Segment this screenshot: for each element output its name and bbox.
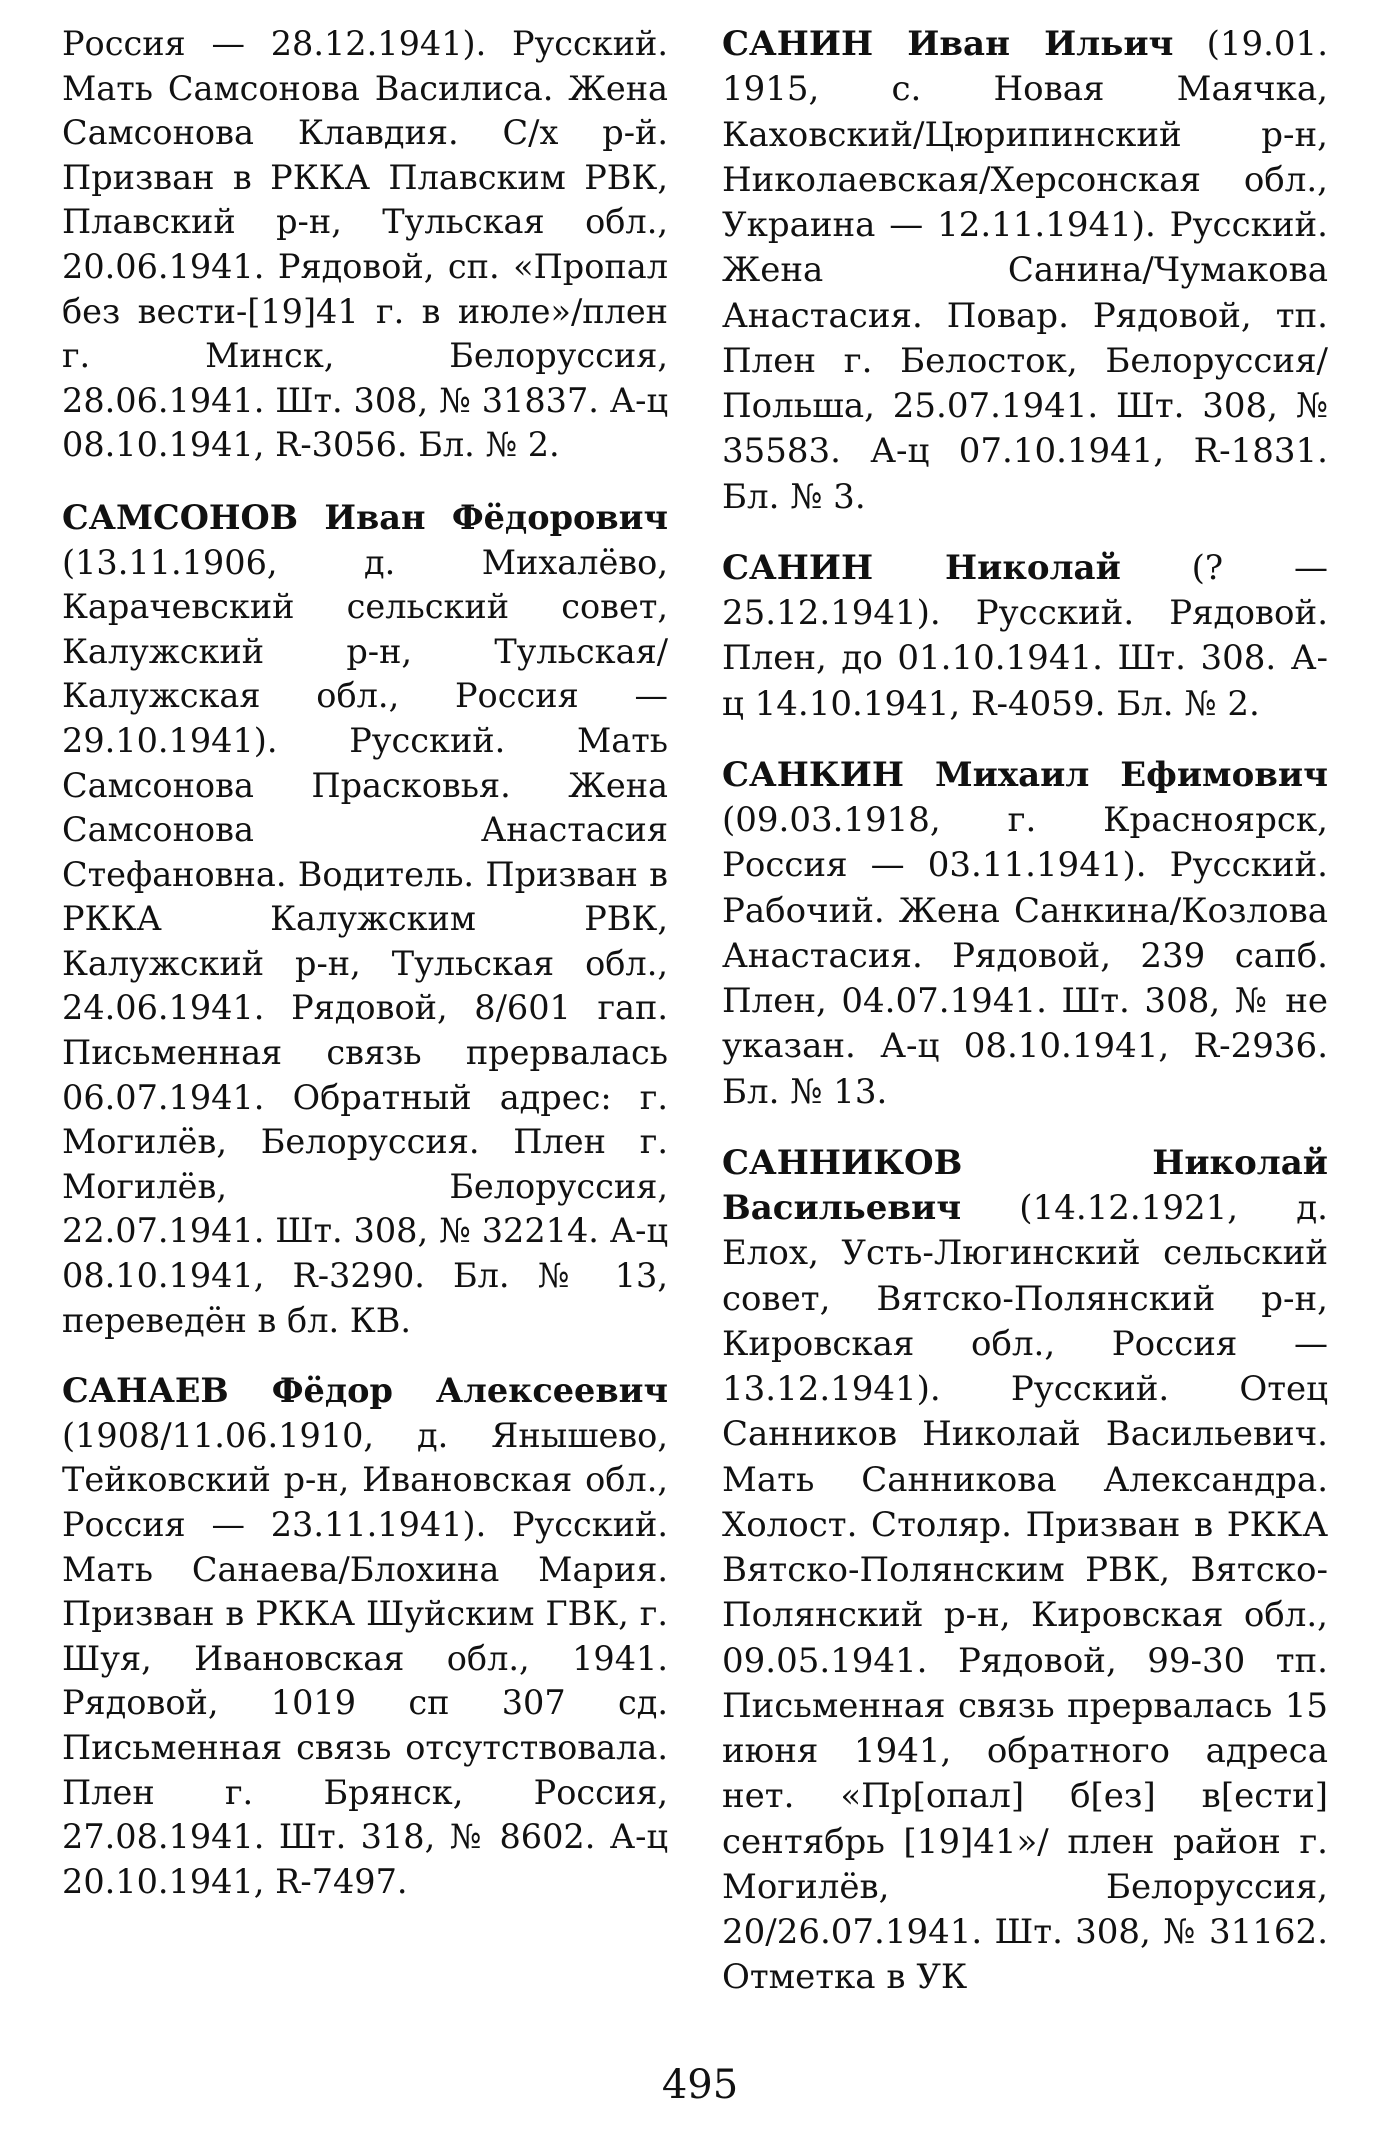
- entry-name: САНКИН Михаил Ефимович: [722, 754, 1328, 795]
- continued-entry: Россия — 28.12.1941). Русский. Мать Самсонова Василиса. Жена Самсонова Клавдия. С/х р-й. Призван в РККА Плавским РВК, Плавский р-н, Тульская обл., 20.06.1941. Рядовой, сп. «Пропал без вести-[19]41 г. в июле»/плен г. Минск, Белоруссия, 28.06.1941. Шт. 308, № 31837. А-ц 08.10.1941, R-3056. Бл. № 2.: [62, 24, 668, 465]
- entry-text: (? — 25.12.1941). Русский. Рядовой. Плен, до 01.10.1941. Шт. 308. А-ц 14.10.1941, R-4059. Бл. № 2.: [722, 547, 1328, 724]
- entry-text: (13.11.1906, д. Михалёво, Карачевский сельский совет, Калужский р-н, Тульская/ Калужская обл., Россия — 29.10.1941). Русский. Мать Самсонова Прасковья. Жена Самсонова Анастасия Стефановна. Водитель. Призван в РККА Калужским РВК, Калужский р-н, Тульская обл., 24.06.1941. Рядовой, 8/601 гап. Письменная связь прервалась 06.07.1941. Обратный адрес: г. Могилёв, Белоруссия. Плен г. Могилёв, Белоруссия, 22.07.1941. Шт. 308, № 32214. А-ц 08.10.1941, R-3290. Бл. № 13, переведён в бл. КВ.: [62, 542, 668, 1340]
- entry-sanin-nikolai: [722, 546, 1328, 727]
- entry-samsonov: [62, 496, 668, 1343]
- entry-name: САНИН Иван Ильич: [722, 24, 1174, 64]
- left-column: [62, 22, 668, 1930]
- entry-name: САНАЕВ Фёдор Алексеевич: [62, 1371, 668, 1411]
- entry-sannikov: [722, 1141, 1328, 2001]
- entry-text: (14.12.1921, д. Елох, Усть-Люгинский сельский совет, Вятско-Полянский р-н, Кировская обл., Россия — 13.12.1941). Русский. Отец Санников Николай Васильевич. Мать Санникова Александра. Холост. Столяр. Призван в РККА Вятско-Полянским РВК, Вятско-Полянский р-н, Кировская обл., 09.05.1941. Рядовой, 99-30 тп. Письменная связь прервалась 15 июня 1941, обратного адреса нет. «Пр[опал] б[ез] в[ести] сентябрь [19]41»/ плен район г. Могилёв, Белоруссия, 20/26.07.1941. Шт. 308, № 31162. Отметка в УК: [722, 1188, 1328, 1998]
- entry-name: САМСОНОВ Иван Фёдорович: [62, 497, 668, 537]
- entry-name: САНИН Николай: [722, 547, 1121, 588]
- entry-sanin-ivan: [722, 22, 1328, 520]
- page-number: 495: [661, 2062, 739, 2108]
- entry-sankin: [722, 753, 1328, 1115]
- entry-text: (19.01. 1915, с. Новая Маячка, Каховский/Цюрипинский р-н, Николаевская/Херсонская обл., Украина — 12.11.1941). Русский. Жена Санина/Чумакова Анастасия. Повар. Рядовой, тп. Плен г. Белосток, Белоруссия/ Польша, 25.07.1941. Шт. 308, № 35583. А-ц 07.10.1941, R-1831. Бл. № 3.: [722, 24, 1328, 517]
- entry-text: (1908/11.06.1910, д. Янышево, Тейковский р-н, Ивановская обл., Россия — 23.11.1941). Русский. Мать Санаева/Блохина Мария. Призван в РККА Шуйским ГВК, г. Шуя, Ивановская обл., 1941. Рядовой, 1019 сп 307 сд. Письменная связь отсутствовала. Плен г. Брянск, Россия, 27.08.1941. Шт. 318, № 8602. А-ц 20.10.1941, R-7497.: [62, 1415, 668, 1901]
- entry-sanaev: [62, 1369, 668, 1904]
- entry-text: (09.03.1918, г. Красноярск, Россия — 03.11.1941). Русский. Рабочий. Жена Санкина/Козлова Анастасия. Рядовой, 239 сапб. Плен, 04.07.1941. Шт. 308, № не указан. А-ц 08.10.1941, R-2936. Бл. № 13.: [722, 800, 1328, 1112]
- right-column: [722, 22, 1328, 2027]
- entry-name: САННИКОВ Николай Васильевич: [722, 1142, 1328, 1228]
